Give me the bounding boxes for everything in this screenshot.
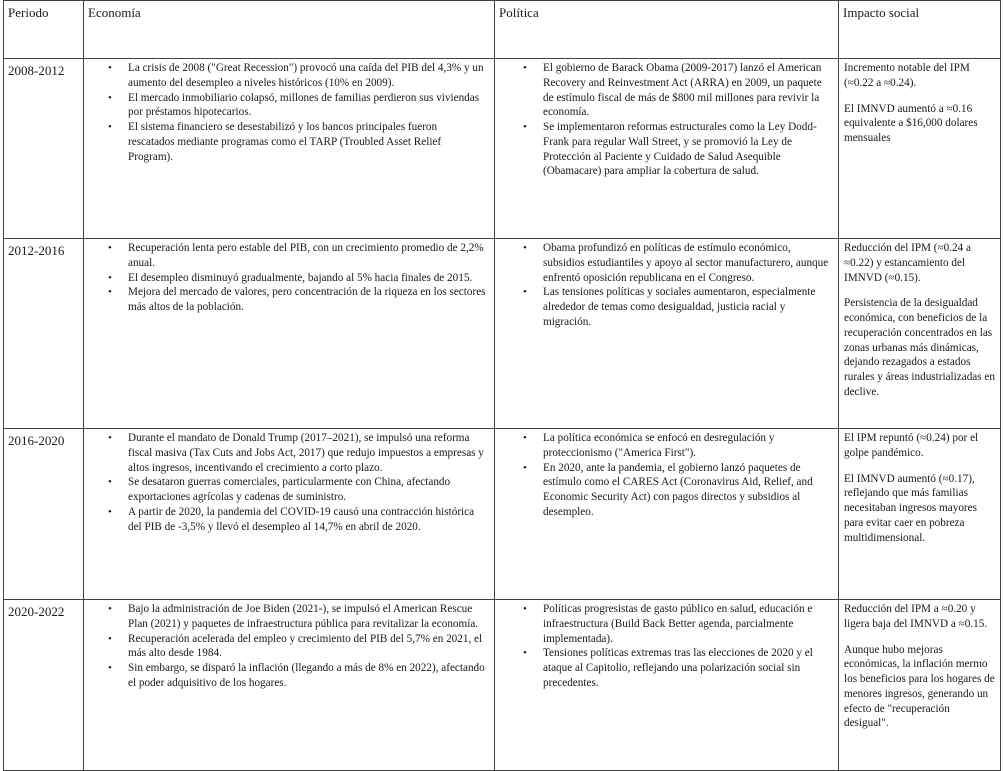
list-item: • Bajo la administración de Joe Biden (2021-), se impulsó el American Rescue Plan (2021) y paquetes de infraestructura pública para revitalizar la economía. [128, 602, 486, 632]
economia-cell [84, 600, 495, 771]
list-item: • Políticas progresistas de gasto público en salud, educación e infraestructura (Build Back Better agenda, parcialmente implementada). [543, 602, 830, 646]
impacto-paragraph: El IMNVD aumentó (≈0.17), reflejando que más familias necesitaban ingresos mayores para evitar caer en pobreza multidimensional. [844, 472, 977, 544]
list-item: • A partir de 2020, la pandemia del COVID-19 causó una contracción histórica del PIB de -3,5% y llevó el desempleo al 14,7% en abril de 2020. [128, 505, 486, 535]
impacto-cell [839, 429, 1001, 600]
politica-list [523, 602, 830, 691]
list-item: • Obama profundizó en políticas de estímulo económico, subsidios estudiantiles y apoyo al sector manufacturero, aunque enfrentó oposición republicana en el Congreso. [543, 241, 830, 285]
list-item: • Sin embargo, se disparó la inflación (llegando a más de 8% en 2022), afectando el poder adquisitivo de los hogares. [128, 661, 486, 691]
impacto-paragraph: Reducción del IPM (≈0.24 a ≈0.22) y estancamiento del IMNVD (≈0.15). [844, 242, 972, 284]
economia-list [108, 241, 486, 315]
list-item: • Recuperación lenta pero estable del PIB, con un crecimiento promedio de 2,2% anual. [128, 241, 486, 271]
politica-cell [495, 600, 839, 771]
economia-list [108, 61, 486, 164]
politica-list [523, 431, 830, 520]
impacto-paragraph: Incremento notable del IPM (≈0.22 a ≈0.24). [844, 62, 970, 89]
list-item: • En 2020, ante la pandemia, el gobierno lanzó paquetes de estímulo como el CARES Act (Coronavirus Aid, Relief, and Economic Security Act) con pagos directos y subsidios al desempleo. [543, 461, 830, 520]
period-cell: 2020-2022 [4, 600, 84, 771]
list-item: • Mejora del mercado de valores, pero concentración de la riqueza en los sectores más altos de la población. [128, 285, 486, 315]
economia-list [108, 431, 486, 534]
header-politica: Política [495, 1, 839, 59]
impacto-cell [839, 239, 1001, 429]
impacto-paragraph: Aunque hubo mejoras económicas, la inflación mermo los beneficios para los hogares de menores ingresos, generando un efecto de "recuperación desigual". [844, 643, 995, 730]
table-row [4, 429, 1001, 600]
period-cell: 2012-2016 [4, 239, 84, 429]
list-item: • El gobierno de Barack Obama (2009-2017) lanzó el American Recovery and Reinvestment Act (ARRA) en 2009, un paquete de estímulo fiscal de más de $800 mil millones para revivir la economía. [543, 61, 830, 120]
impacto-cell [839, 59, 1001, 239]
list-item: • Las tensiones políticas y sociales aumentaron, especialmente alrededor de temas como desigualdad, justicia racial y migración. [543, 285, 830, 329]
header-periodo: Periodo [4, 1, 84, 59]
list-item: • La crisis de 2008 ("Great Recession") provocó una caída del PIB del 4,3% y un aumento del desempleo a niveles históricos (10% en 2009). [128, 61, 486, 91]
list-item: • La política económica se enfocó en desregulación y proteccionismo ("America First"). [543, 431, 830, 461]
period-cell: 2008-2012 [4, 59, 84, 239]
header-economia: Economía [84, 1, 495, 59]
economia-cell [84, 429, 495, 600]
politica-cell [495, 429, 839, 600]
impacto-paragraph: El IPM repuntó (≈0.24) por el golpe pandémico. [844, 432, 979, 459]
impacto-cell [839, 600, 1001, 771]
impacto-paragraph: El IMNVD aumentó a ≈0.16 equivalente a $16,000 dolares mensuales [844, 102, 978, 145]
list-item: • Recuperación acelerada del empleo y crecimiento del PIB del 5,7% en 2021, el más alto desde 1984. [128, 632, 486, 662]
table-row [4, 239, 1001, 429]
period-cell: 2016-2020 [4, 429, 84, 600]
table-row [4, 600, 1001, 771]
table-header-row [4, 1, 1001, 59]
economia-cell [84, 59, 495, 239]
politica-list [523, 61, 830, 179]
list-item: • Se implementaron reformas estructurales como la Ley Dodd-Frank para regular Wall Street, y se promovió la Ley de Protección al Paciente y Cuidado de Salud Asequible (Obamacare) para ampliar la cobertura de salud. [543, 120, 830, 179]
list-item: • El desempleo disminuyó gradualmente, bajando al 5% hacia finales de 2015. [128, 271, 486, 286]
economia-cell [84, 239, 495, 429]
politica-list [523, 241, 830, 330]
politica-cell [495, 59, 839, 239]
list-item: • Durante el mandato de Donald Trump (2017–2021), se impulsó una reforma fiscal masiva (Tax Cuts and Jobs Act, 2017) que redujo impuestos a empresas y altos ingresos, incentivando el crecimiento a corto plazo. [128, 431, 486, 475]
impacto-paragraph: Reducción del IPM a ≈0.20 y ligera baja del IMNVD a ≈0.15. [844, 603, 988, 630]
table-row [4, 59, 1001, 239]
economia-list [108, 602, 486, 691]
list-item: • El sistema financiero se desestabilizó y los bancos principales fueron rescatados mediante programas como el TARP (Troubled Asset Relief Program). [128, 120, 486, 164]
impacto-paragraph: Persistencia de la desigualdad económica, con beneficios de la recuperación concentrados en las zonas urbanas más dinámicas, dejando rezagados a estados rurales y áreas industrializadas en declive. [844, 297, 995, 399]
politica-cell [495, 239, 839, 429]
list-item: • Se desataron guerras comerciales, particularmente con China, afectando exportaciones agrícolas y cadenas de suministro. [128, 475, 486, 505]
list-item: • El mercado inmobiliario colapsó, millones de familias perdieron sus viviendas por préstamos hipotecarios. [128, 91, 486, 121]
list-item: • Tensiones políticas extremas tras las elecciones de 2020 y el ataque al Capitolio, reflejando una polarización social sin precedentes. [543, 646, 830, 690]
socioeconomic-table [3, 0, 1001, 771]
header-impacto-social: Impacto social [839, 1, 1001, 59]
